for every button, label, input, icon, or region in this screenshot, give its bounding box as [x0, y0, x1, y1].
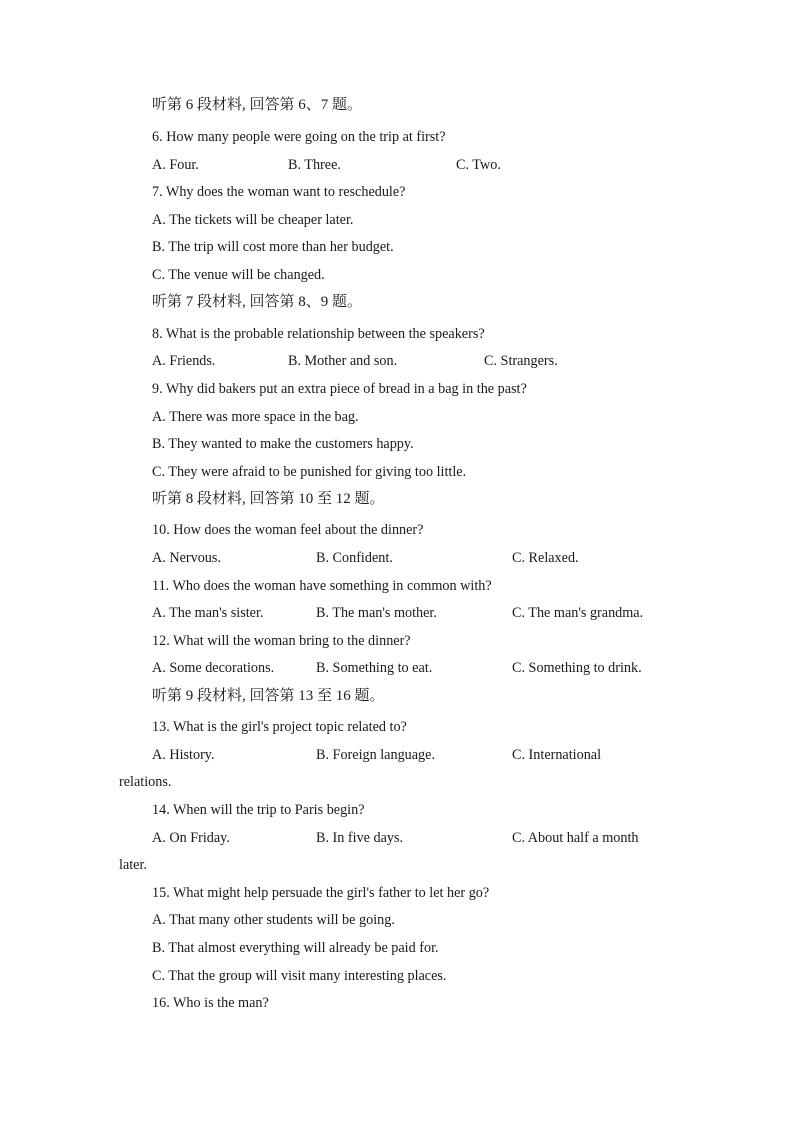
question-10-option-c: C. Relaxed. — [512, 550, 579, 566]
question-15-option-c: C. That the group will visit many interesting places. — [152, 968, 447, 984]
question-14-option-a: A. On Friday. — [152, 830, 230, 846]
question-8-option-a: A. Friends. — [152, 353, 216, 369]
question-10: 10. How does the woman feel about the dinner? — [152, 522, 424, 538]
question-8-option-c: C. Strangers. — [484, 353, 558, 369]
question-7-option-b: B. The trip will cost more than her budget. — [152, 239, 394, 255]
question-6-option-c: C. Two. — [456, 157, 501, 173]
section-heading-8: 听第 8 段材料, 回答第 10 至 12 题。 — [152, 491, 385, 507]
question-12-option-c: C. Something to drink. — [512, 660, 642, 676]
question-6-option-a: A. Four. — [152, 157, 199, 173]
question-12: 12. What will the woman bring to the dinner? — [152, 633, 411, 649]
question-9: 9. Why did bakers put an extra piece of bread in a bag in the past? — [152, 381, 527, 397]
question-14-option-b: B. In five days. — [316, 830, 404, 846]
question-15-option-a: A. That many other students will be going. — [152, 912, 395, 928]
section-heading-6: 听第 6 段材料, 回答第 6、7 题。 — [152, 97, 363, 113]
question-7-option-a: A. The tickets will be cheaper later. — [152, 212, 354, 228]
question-11: 11. Who does the woman have something in common with? — [152, 578, 492, 594]
question-7-option-c: C. The venue will be changed. — [152, 267, 325, 283]
question-12-option-b: B. Something to eat. — [316, 660, 433, 676]
question-13: 13. What is the girl's project topic related to? — [152, 719, 407, 735]
question-8: 8. What is the probable relationship between the speakers? — [152, 326, 485, 342]
question-14-option-c-continued: later. — [119, 857, 147, 873]
question-13-option-c: C. International — [512, 747, 602, 763]
question-16: 16. Who is the man? — [152, 995, 269, 1011]
question-10-option-b: B. Confident. — [316, 550, 393, 566]
question-15: 15. What might help persuade the girl's father to let her go? — [152, 885, 490, 901]
question-6: 6. How many people were going on the trip at first? — [152, 129, 446, 145]
question-12-option-a: A. Some decorations. — [152, 660, 275, 676]
question-11-option-a: A. The man's sister. — [152, 605, 264, 621]
question-10-option-a: A. Nervous. — [152, 550, 221, 566]
question-15-option-b: B. That almost everything will already be paid for. — [152, 940, 439, 956]
section-heading-9: 听第 9 段材料, 回答第 13 至 16 题。 — [152, 688, 385, 704]
question-9-option-c: C. They were afraid to be punished for giving too little. — [152, 464, 467, 480]
question-11-option-b: B. The man's mother. — [316, 605, 437, 621]
question-6-option-b: B. Three. — [288, 157, 341, 173]
question-9-option-b: B. They wanted to make the customers happy. — [152, 436, 414, 452]
question-13-option-a: A. History. — [152, 747, 215, 763]
question-13-option-b: B. Foreign language. — [316, 747, 435, 763]
section-heading-7: 听第 7 段材料, 回答第 8、9 题。 — [152, 294, 363, 310]
question-14-option-c: C. About half a month — [512, 830, 639, 846]
question-14: 14. When will the trip to Paris begin? — [152, 802, 365, 818]
question-11-option-c: C. The man's grandma. — [512, 605, 644, 621]
question-9-option-a: A. There was more space in the bag. — [152, 409, 359, 425]
question-8-option-b: B. Mother and son. — [288, 353, 398, 369]
question-7: 7. Why does the woman want to reschedule? — [152, 184, 406, 200]
question-13-option-c-continued: relations. — [119, 774, 172, 790]
